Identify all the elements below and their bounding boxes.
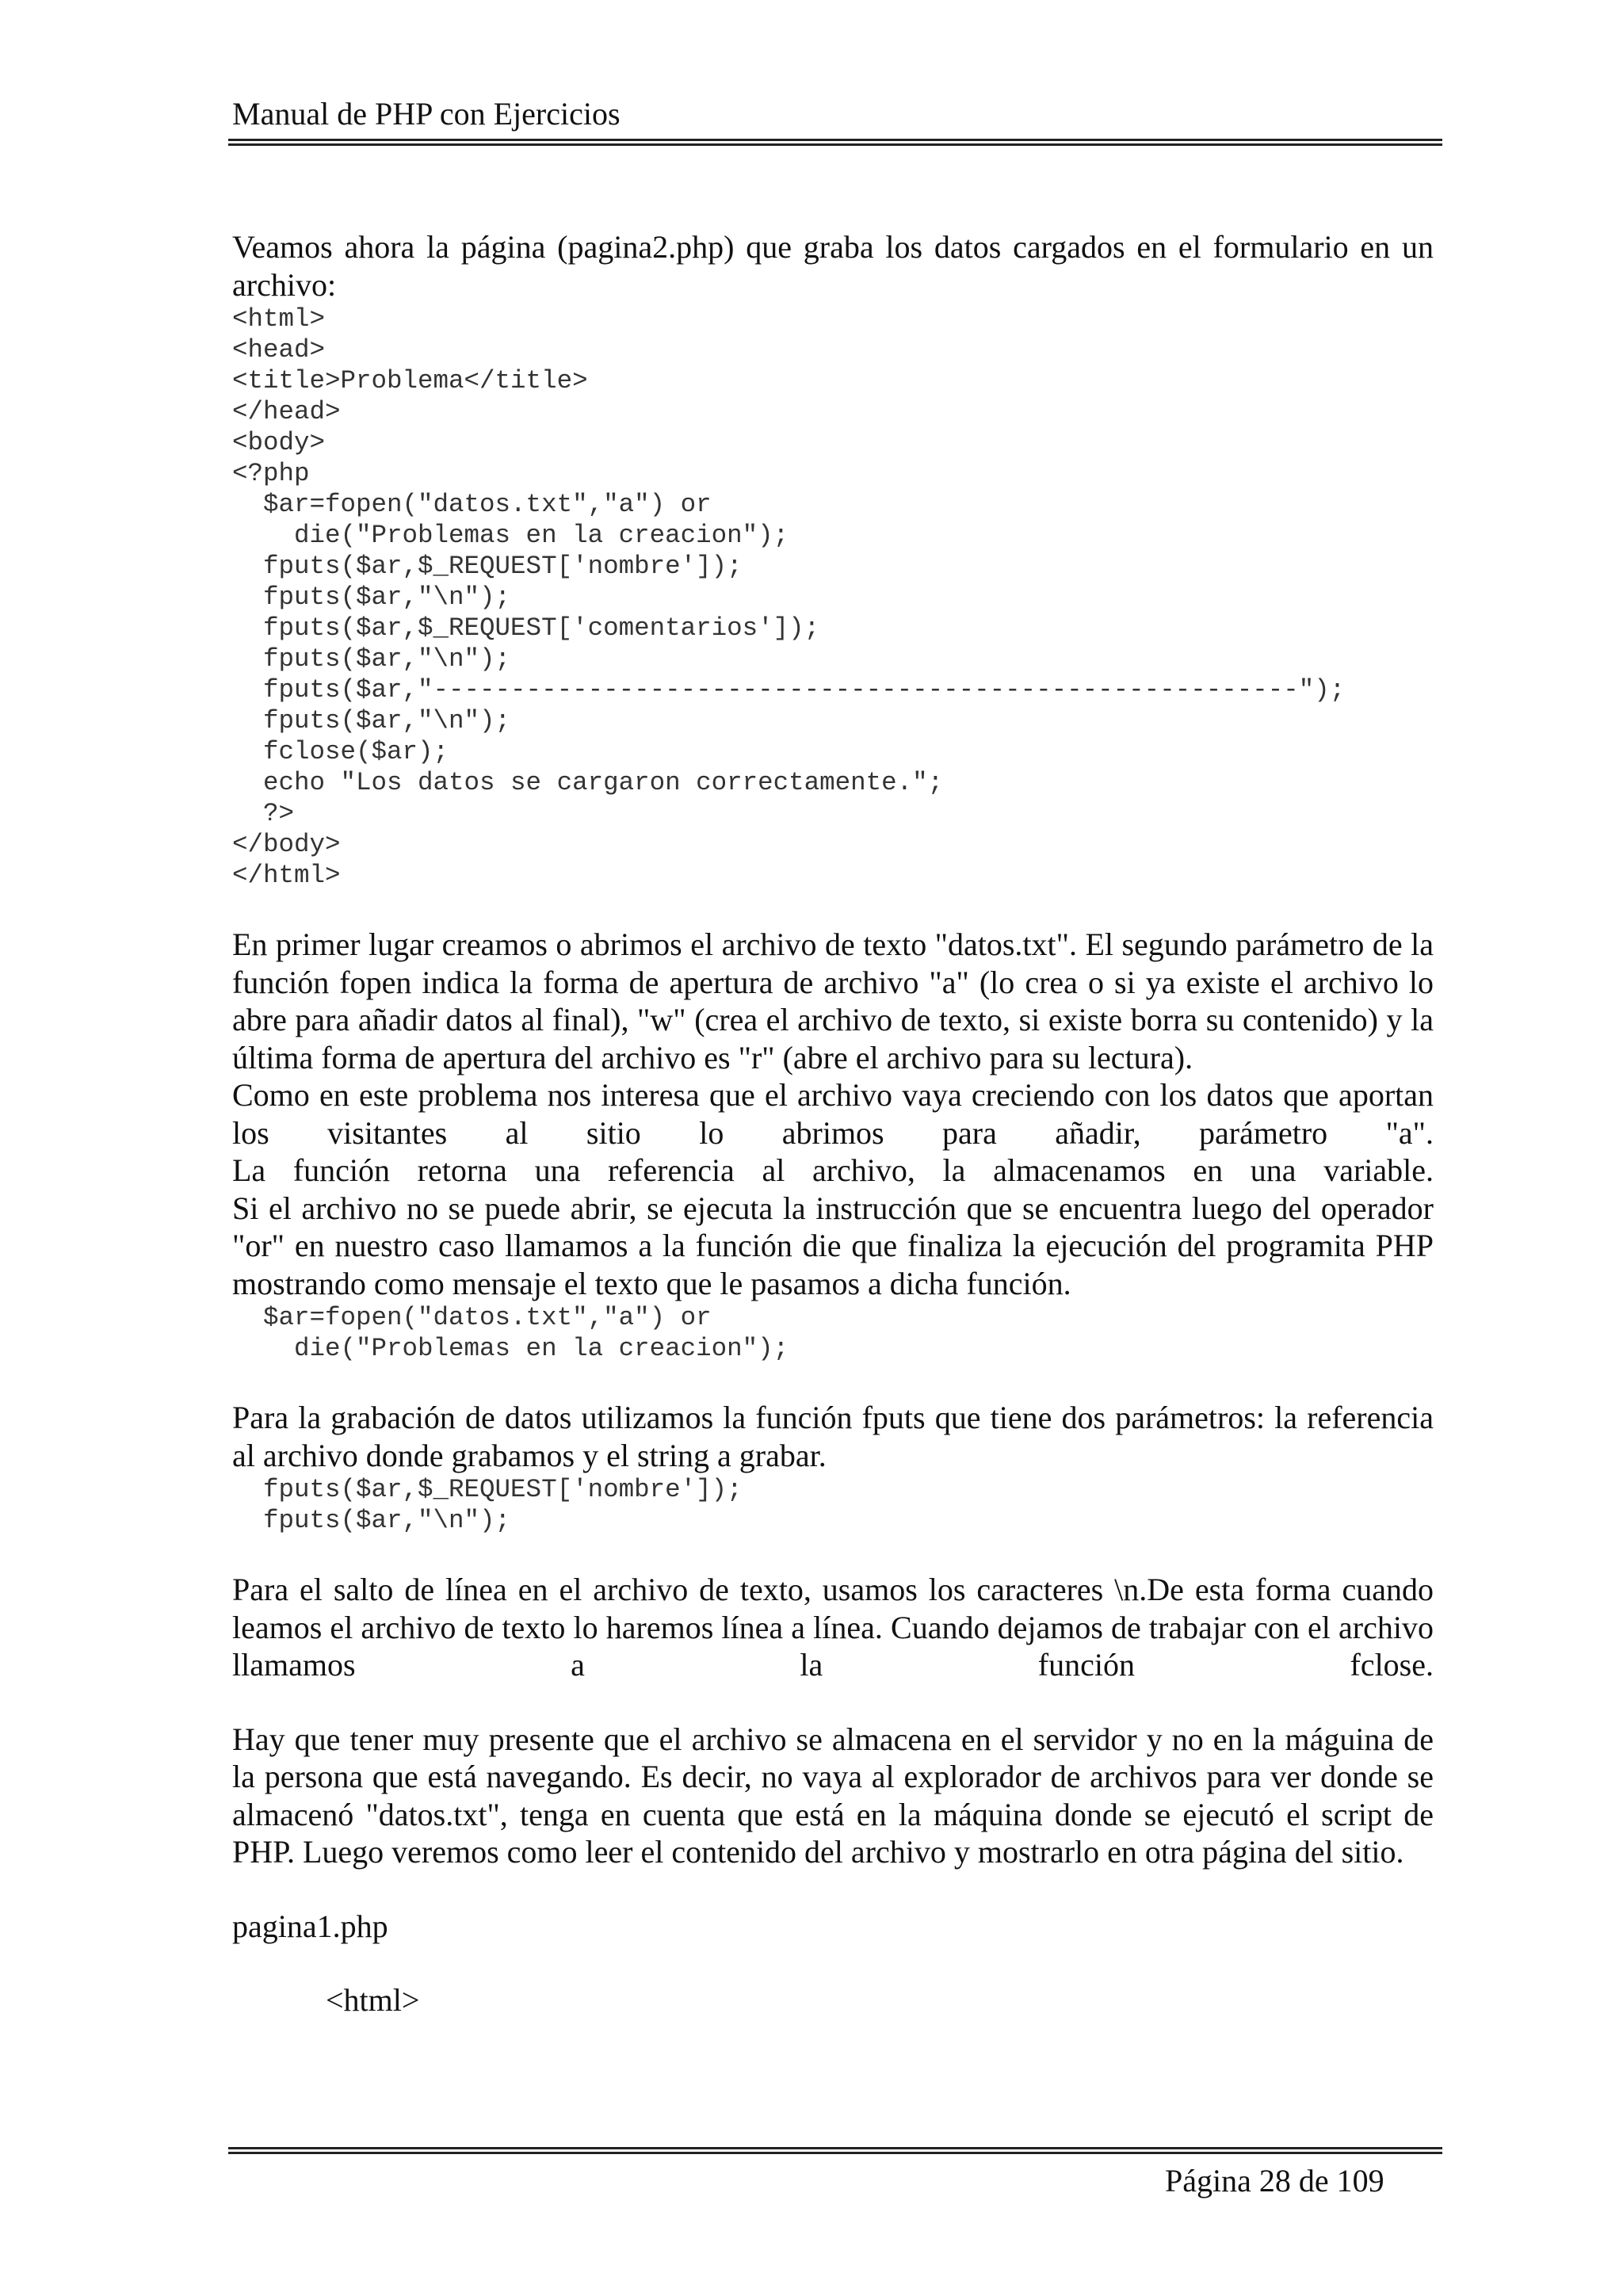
filename-label: pagina1.php bbox=[232, 1908, 388, 1944]
spacer bbox=[232, 1945, 1434, 1981]
spacer bbox=[232, 891, 1434, 926]
paragraph-return-reference: La función retorna una referencia al archivo, la almacenamos en una variable. bbox=[232, 1152, 1434, 1188]
intro-paragraph: Veamos ahora la página (pagina2.php) que graba los datos cargados en el formulario en un archivo: bbox=[232, 229, 1434, 303]
html-start-tag: <html> bbox=[326, 1982, 420, 2018]
page-header-title: Manual de PHP con Ejercicios bbox=[232, 96, 621, 132]
code-block-fopen: $ar=fopen("datos.txt","a") or die("Problemas en la creacion"); bbox=[263, 1303, 789, 1363]
header-rule-bottom bbox=[228, 143, 1442, 146]
header-rule-top bbox=[228, 139, 1442, 141]
paragraph-fputs: Para la grabación de datos utilizamos la función fputs que tiene dos parámetros: la referencia al archivo donde grabamos y el string a grabar. bbox=[232, 1400, 1434, 1473]
spacer bbox=[232, 1536, 1434, 1571]
footer-rule-bottom bbox=[228, 2152, 1442, 2154]
page-content bbox=[232, 228, 1434, 2019]
paragraph-server-storage: Hay que tener muy presente que el archivo se almacena en el servidor y no en la máguina de la persona que está navegando. Es decir, no vaya al explorador de archivos para ver donde se almacenó "datos.txt", tenga en cuenta que está en la máquina donde se ejecutó el script de PHP. Luego veremos como leer el contenido del archivo y mostrarlo en otra página del sitio. bbox=[232, 1721, 1434, 1870]
spacer bbox=[232, 1871, 1434, 1908]
paragraph-newline-fclose: Para el salto de línea en el archivo de texto, usamos los caracteres \n.De esta forma cuando leamos el archivo de texto lo haremos línea a línea. Cuando dejamos de trabajar con el archivo llamamos a la función fclose. bbox=[232, 1572, 1434, 1683]
paragraph-append-mode: Como en este problema nos interesa que el archivo vaya creciendo con los datos que aportan los visitantes al sitio lo abrimos para añadir, parámetro "a". bbox=[232, 1077, 1434, 1151]
paragraph-die-operator: Si el archivo no se puede abrir, se ejecuta la instrucción que se encuentra luego del operador "or" en nuestro caso llamamos a la función die que finaliza la ejecución del programita PHP mostrando como mensaje el texto que le pasamos a dicha función. bbox=[232, 1190, 1434, 1301]
code-block-fputs: fputs($ar,$_REQUEST['nombre']); fputs($ar,"\n"); bbox=[263, 1475, 743, 1535]
footer-rule-top bbox=[228, 2147, 1442, 2149]
spacer bbox=[232, 1684, 1434, 1721]
code-block-pagina2: <html> <head> <title>Problema</title> </head> <body> <?php $ar=fopen("datos.txt","a") or die("Problemas en la creacion"); fputs($ar,$_REQUEST['nombre']); fputs($ar,"\n"); fputs($ar,$_REQUEST['comentarios']); fputs($ar,"\n"); fputs($ar,"--------------------------------------------------------"); fputs($ar,"\n"); fclose($ar); echo "Los datos se cargaron correctamente."; ?> </body> </html> bbox=[232, 304, 1346, 890]
page-number: Página 28 de 109 bbox=[1165, 2163, 1384, 2199]
spacer bbox=[232, 1364, 1434, 1399]
paragraph-fopen-modes: En primer lugar creamos o abrimos el archivo de texto "datos.txt". El segundo parámetro de la función fopen indica la forma de apertura de archivo "a" (lo crea o si ya existe el archivo lo abre para añadir datos al final), "w" (crea el archivo de texto, si existe borra su contenido) y la última forma de apertura del archivo es "r" (abre el archivo para su lectura). bbox=[232, 926, 1434, 1075]
